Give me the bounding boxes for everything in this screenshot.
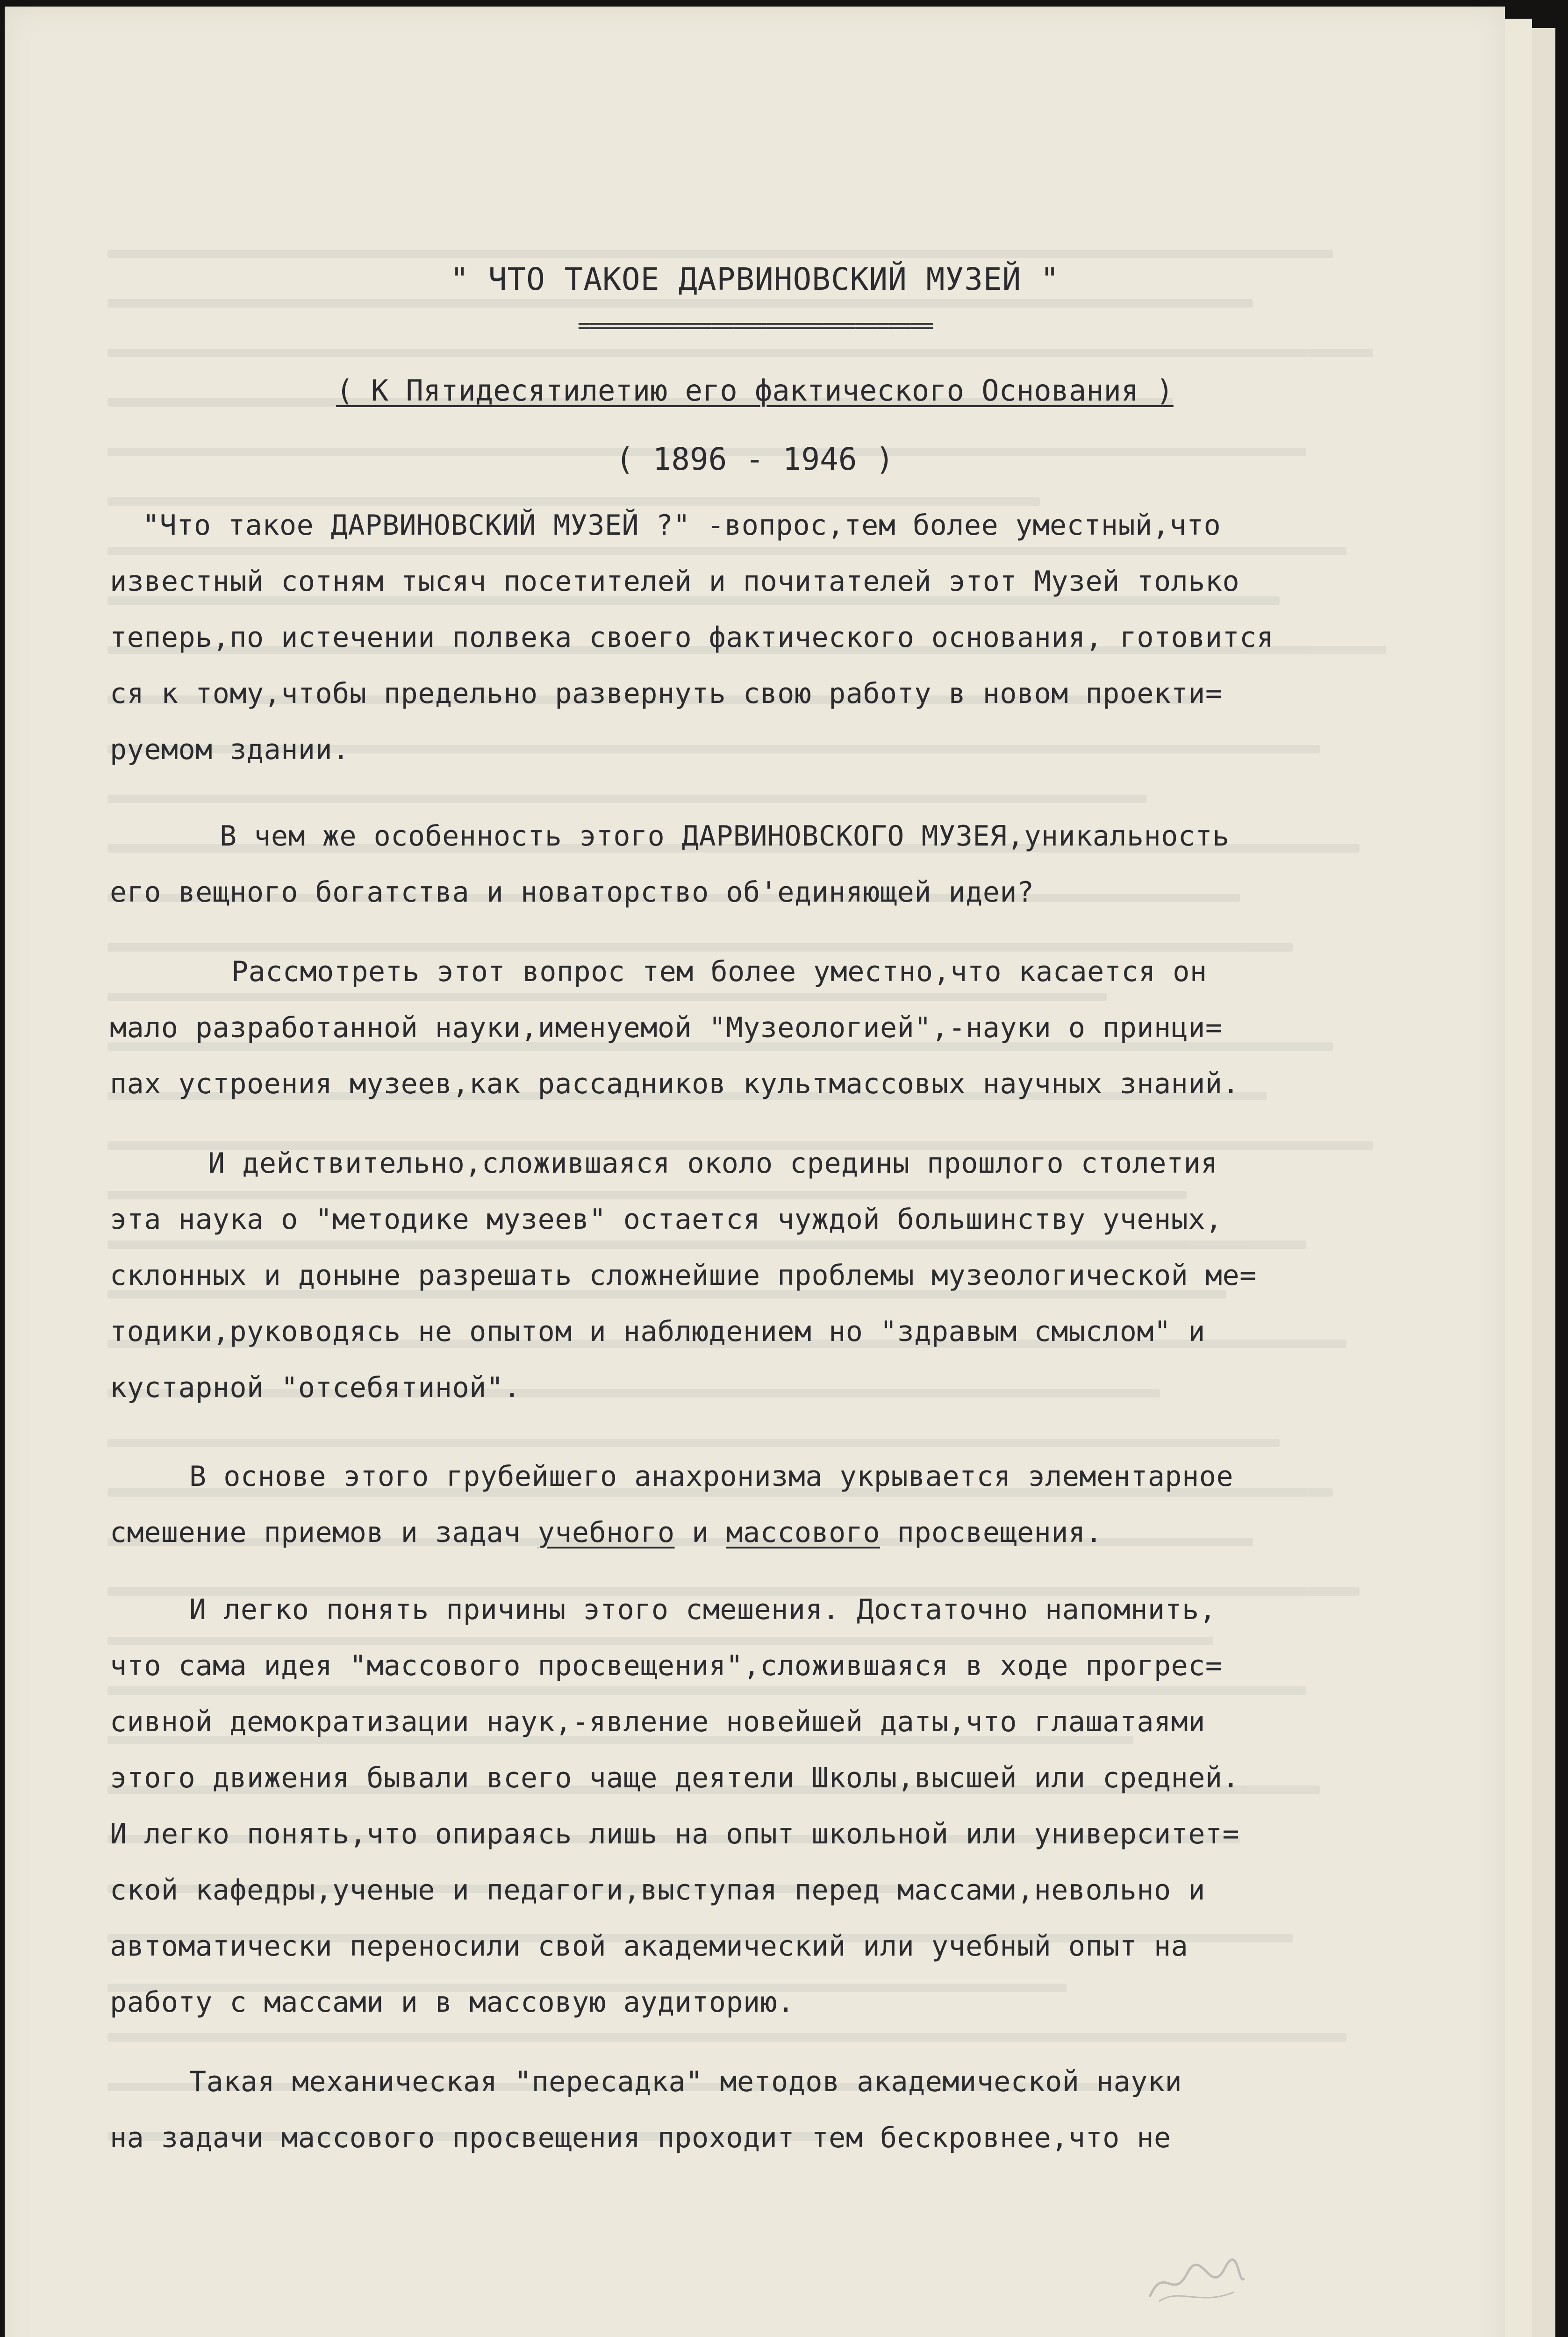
- text-line: эта наука о "методике музеев" остается чуждой большинству ученых,: [110, 1203, 1223, 1236]
- text-line: сивной демократизации наук,-явление новейшей даты,что глашатаями: [110, 1706, 1205, 1738]
- title-double-rule: ================================: [577, 313, 932, 338]
- text-segment: просвещения.: [880, 1516, 1103, 1549]
- faint-pencil-mark: [1145, 2255, 1248, 2311]
- document-dates: ( 1896 - 1946 ): [615, 441, 895, 477]
- underlined-word: массового: [726, 1516, 881, 1549]
- text-line: тодики,руководясь не опытом и наблюдением но "здравым смыслом" и: [110, 1315, 1205, 1348]
- underlined-word: учебного: [537, 1516, 675, 1549]
- document-title: " ЧТО ТАКОЕ ДАРВИНОВСКИЙ МУЗЕЙ ": [450, 261, 1060, 297]
- text-line: на задачи массового просвещения проходит тем бескровнее,что не: [110, 2122, 1171, 2154]
- text-segment: смешение приемов и задач: [110, 1516, 538, 1549]
- document-subtitle: ( К Пятидесятилетию его фактического Основания ): [336, 373, 1174, 408]
- text-line: Такая механическая "пересадка" методов академической науки: [189, 2065, 1182, 2098]
- text-line: В основе этого грубейшего анахронизма укрывается элементарное: [189, 1460, 1234, 1493]
- text-line: "Что такое ДАРВИНОВСКИЙ МУЗЕЙ ?" -вопрос,тем более уместный,что: [143, 509, 1221, 542]
- text-line: И легко понять,что опираясь лишь на опыт школьной или университет=: [110, 1818, 1240, 1850]
- text-line: что сама идея "массового просвещения",сложившаяся в ходе прогрес=: [110, 1649, 1223, 1682]
- text-line: склонных и доныне разрешать сложнейшие проблемы музеологической ме=: [110, 1259, 1257, 1292]
- text-line: И действительно,сложившаяся около средины прошлого столетия: [208, 1147, 1218, 1180]
- text-line: В чем же особенность этого ДАРВИНОВСКОГО МУЗЕЯ,уникальность: [220, 820, 1230, 853]
- text-line: кустарной "отсебятиной".: [110, 1371, 521, 1404]
- text-line: ся к тому,чтобы предельно развернуть свою работу в новом проекти=: [110, 677, 1223, 710]
- text-line-underlined: [110, 1516, 1103, 1549]
- text-line: автоматически переносили свой академический или учебный опыт на: [110, 1930, 1189, 1963]
- text-line: этого движения бывали всего чаще деятели Школы,высшей или средней.: [110, 1762, 1240, 1794]
- text-line: известный сотням тысяч посетителей и почитателей этот Музей только: [110, 565, 1240, 598]
- text-line: работу с массами и в массовую аудиторию.: [110, 1986, 795, 2019]
- text-line: мало разработанной науки,именуемой "Музеологией",-науки о принци=: [110, 1011, 1223, 1044]
- text-line: И легко понять причины этого смешения. Достаточно напомнить,: [189, 1593, 1217, 1626]
- text-line: пах устроения музеев,как рассадников культмассовых научных знаний.: [110, 1068, 1240, 1100]
- text-line: его вещного богатства и новаторство об'единяющей идеи?: [110, 876, 1034, 909]
- text-line: ской кафедры,ученые и педагоги,выступая перед массами,невольно и: [110, 1874, 1205, 1907]
- text-line: руемом здании.: [110, 733, 350, 766]
- text-segment: и: [674, 1516, 726, 1549]
- text-line: теперь,по истечении полвека своего фактического основания, готовится: [110, 621, 1274, 654]
- typewritten-page: [5, 7, 1505, 2337]
- text-line: Рассмотреть этот вопрос тем более уместно,что касается он: [231, 955, 1207, 988]
- back-page-edge: [1503, 19, 1532, 2337]
